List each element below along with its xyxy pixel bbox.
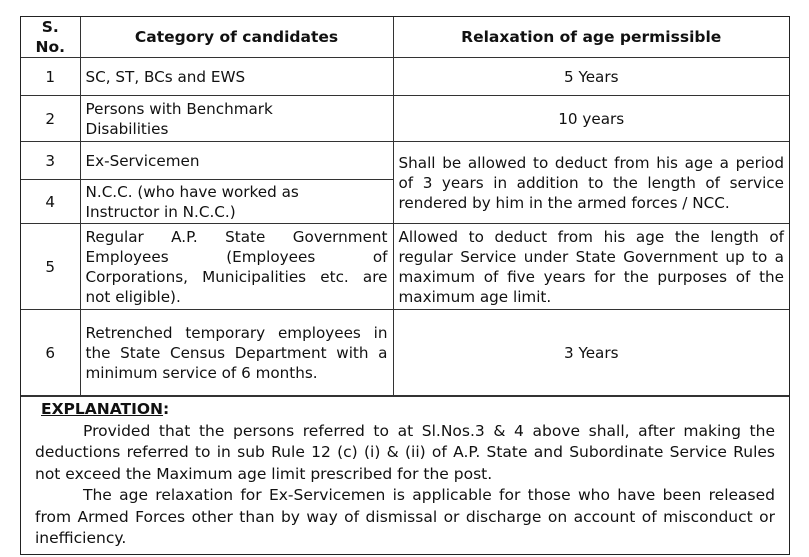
table-row <box>21 310 789 396</box>
row-relaxation: 3 Years <box>393 310 789 396</box>
row-category: N.C.C. (who have worked as Instructor in N.C.C.) <box>80 180 393 224</box>
explanation-heading-text: EXPLANATION <box>41 400 164 418</box>
age-relaxation-document <box>20 16 790 555</box>
row-relaxation: Allowed to deduct from his age the length of regular Service under State Government up to a maximum of five years for the purposes of the maximum age limit. <box>393 224 789 310</box>
row-category: Ex-Servicemen <box>80 142 393 180</box>
row-category: Regular A.P. State Government Employees (Employees of Corporations, Municipalities etc. are not eligible). <box>80 224 393 310</box>
table-row <box>21 142 789 180</box>
explanation-paragraph: The age relaxation for Ex-Servicemen is applicable for those who have been released from Armed Forces other than by way of dismissal or discharge on account of misconduct or inefficiency. <box>35 486 775 547</box>
header-relaxation: Relaxation of age permissible <box>393 17 789 58</box>
header-sno: S. No. <box>21 17 80 58</box>
row-sno: 6 <box>21 310 80 396</box>
table-row <box>21 96 789 142</box>
explanation-paragraph: Provided that the persons referred to at Sl.Nos.3 & 4 above shall, after making the deductions referred to in sub Rule 12 (c) (i) & (ii) of A.P. State and Subordinate Service Rules not exceed the Maximum age limit prescribed for the post. <box>35 421 775 483</box>
table-row <box>21 58 789 96</box>
row-category: Persons with Benchmark Disabilities <box>80 96 393 142</box>
header-category: Category of candidates <box>80 17 393 58</box>
row-sno: 1 <box>21 58 80 96</box>
explanation-heading-colon: : <box>163 400 170 418</box>
row-sno: 4 <box>21 180 80 224</box>
row-sno: 5 <box>21 224 80 310</box>
table-row <box>21 224 789 310</box>
row-sno: 2 <box>21 96 80 142</box>
row-sno: 3 <box>21 142 80 180</box>
row-category: SC, ST, BCs and EWS <box>80 58 393 96</box>
table-header-row <box>21 17 789 58</box>
row-relaxation: 5 Years <box>393 58 789 96</box>
explanation-section <box>21 396 789 554</box>
age-relaxation-table <box>21 17 789 396</box>
row-category: Retrenched temporary employees in the State Census Department with a minimum service of 6 months. <box>80 310 393 396</box>
row-relaxation-shared: Shall be allowed to deduct from his age a period of 3 years in addition to the length of service rendered by him in the armed forces / NCC. <box>393 142 789 224</box>
row-relaxation: 10 years <box>393 96 789 142</box>
explanation-heading <box>35 399 775 421</box>
